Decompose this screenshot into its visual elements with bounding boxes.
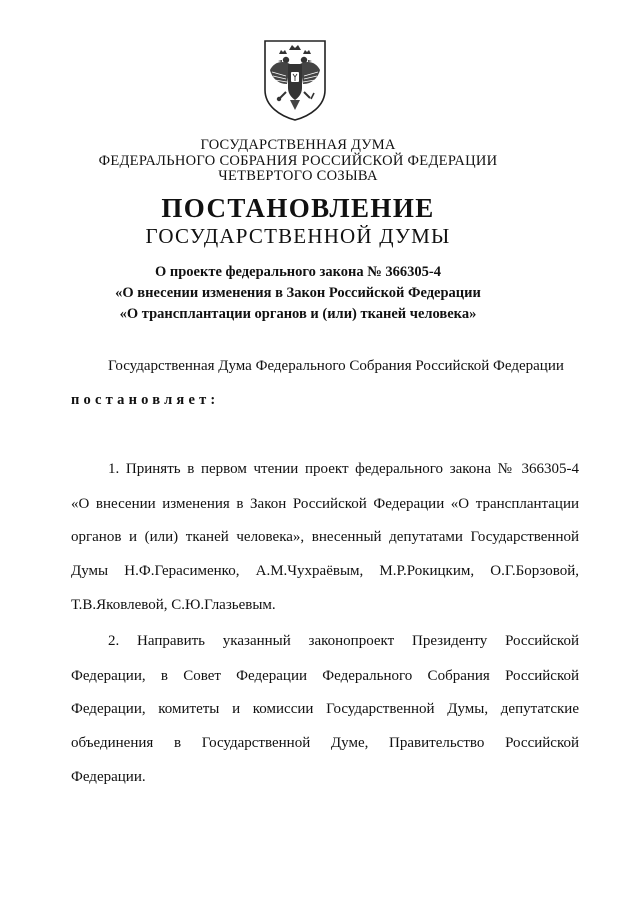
paragraph-1-line: Думы Н.Ф.Герасименко, А.М.Чухраёвым, М.Р.Рокицким, О.Г.Борзовой,	[71, 563, 579, 579]
paragraph-2-line: 2. Направить указанный законопроект Президенту Российской	[108, 633, 579, 649]
resolves-word: постановляет:	[71, 392, 220, 408]
document-issuer-title: ГОСУДАРСТВЕННОЙ ДУМЫ	[145, 224, 451, 248]
org-name-line-1: ГОСУДАРСТВЕННАЯ ДУМА	[200, 137, 396, 153]
paragraph-2-line: объединения в Государственной Думе, Правительство Российской	[71, 735, 579, 751]
document-type-title: ПОСТАНОВЛЕНИЕ	[161, 193, 435, 223]
org-name-line-2: ФЕДЕРАЛЬНОГО СОБРАНИЯ РОССИЙСКОЙ ФЕДЕРАЦИИ	[98, 153, 498, 169]
paragraph-2-line: Федерации, комитеты и комиссии Государственной Думы, депутатские	[71, 701, 579, 717]
convocation-line: ЧЕТВЕРТОГО СОЗЫВА	[218, 168, 378, 184]
paragraph-1-line: 1. Принять в первом чтении проект федерального закона № 366305-4	[108, 461, 579, 477]
paragraph-1-line: «О внесении изменения в Закон Российской Федерации «О трансплантации	[71, 496, 579, 512]
paragraph-1-line: органов и (или) тканей человека», внесенный депутатами Государственной	[71, 529, 579, 545]
paragraph-2-line: Федерации, в Совет Федерации Федерального Собрания Российской	[71, 668, 579, 684]
paragraph-1-line: Т.В.Яковлевой, С.Ю.Глазьевым.	[71, 597, 276, 613]
coat-of-arms-icon	[262, 38, 328, 122]
subject-line-3: «О трансплантации органов и (или) тканей человека»	[119, 306, 477, 322]
paragraph-2-line: Федерации.	[71, 769, 146, 785]
subject-line-2: «О внесении изменения в Закон Российской Федерации	[115, 285, 481, 301]
preamble-text: Государственная Дума Федерального Собрания Российской Федерации	[108, 358, 564, 374]
subject-line-1: О проекте федерального закона № 366305-4	[154, 264, 442, 280]
